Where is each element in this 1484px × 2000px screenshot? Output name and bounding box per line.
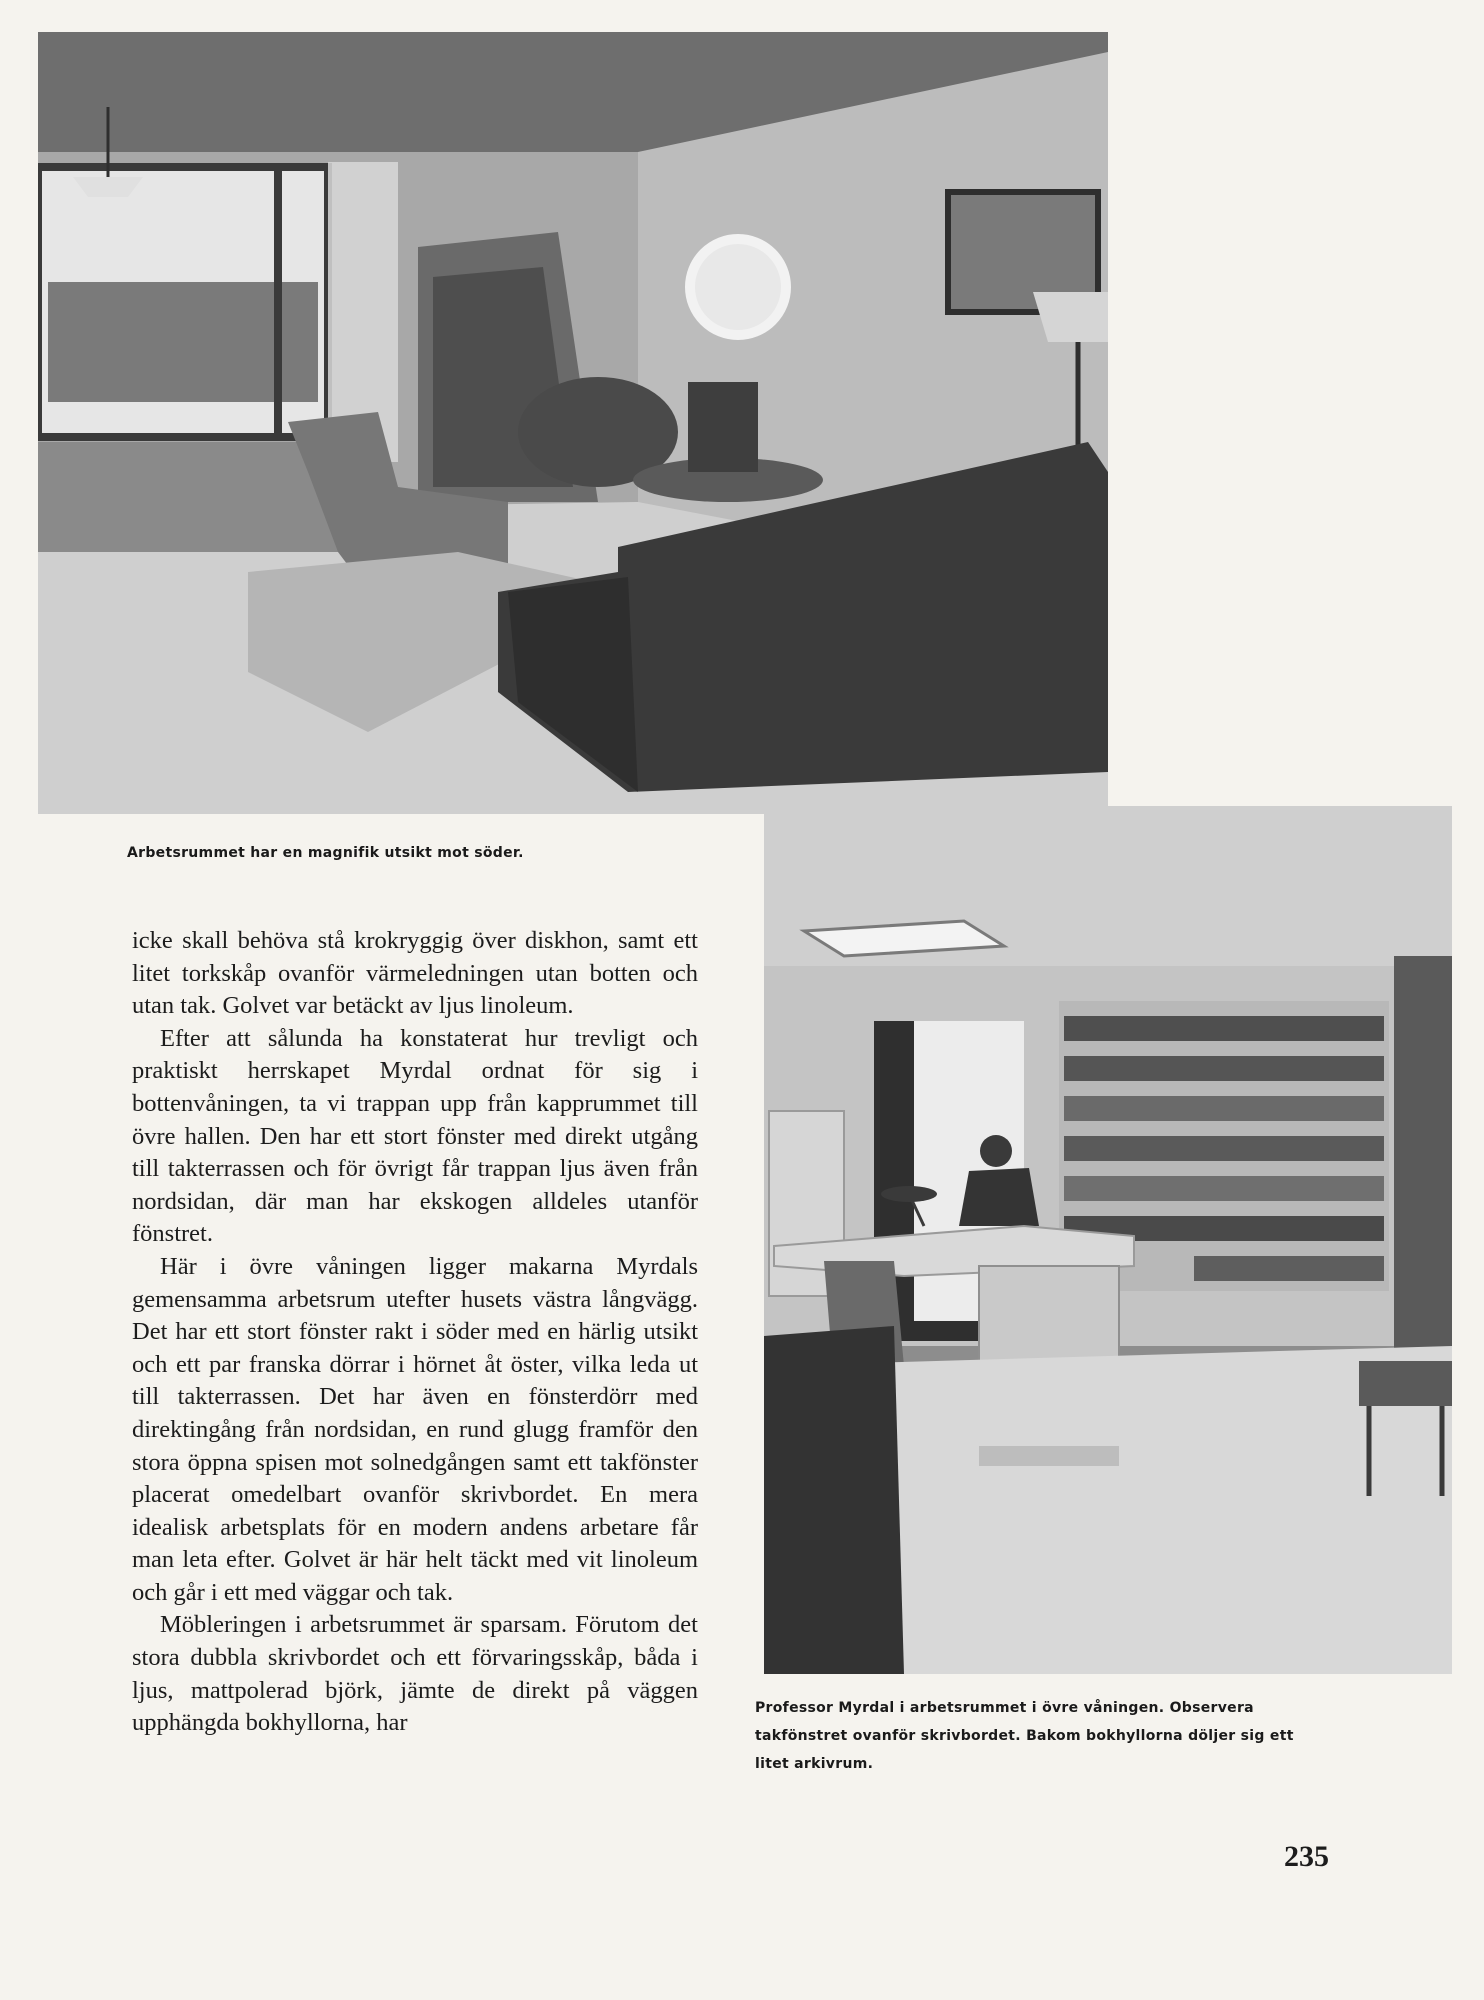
body-paragraph: Efter att sålunda ha konstaterat hur trevligt och praktiskt herrskapet Myrdal ordnat för sig i bottenvåningen, ta vi trappan upp från kapprummet till övre hallen. Den har ett stort fönster med direkt utgång till takterrassen och för övrigt får trappan ljus även från nordsidan, där man har ekskogen alldeles utanför fönstret. — [132, 1024, 698, 1248]
body-paragraph: icke skall behöva stå krokryggig över diskhon, samt ett litet torkskåp ovanför värmeledningen utan botten och utan tak. Golvet var betäckt av ljus linoleum. — [132, 927, 698, 1020]
article-body — [132, 925, 698, 1740]
photo-caption-bottom: Professor Myrdal i arbetsrummet i övre våningen. Observera takfönstret ovanför skrivbordet. Bakom bokhyllorna döljer sig ett litet arkivrum. — [755, 1700, 1294, 1772]
photo-workroom-south-view — [38, 32, 1108, 814]
photo-study-illustration — [764, 806, 1452, 1674]
body-paragraph: Möbleringen i arbetsrummet är sparsam. Förutom det stora dubbla skrivbordet och ett förvaringsskåp, båda i ljus, mattpolerad björk, jämte de direkt på väggen upphängda bokhyllorna, har — [132, 1611, 698, 1737]
photo-study-bookshelves — [764, 806, 1452, 1674]
photo-caption-top: Arbetsrummet har en magnifik utsikt mot söder. — [127, 845, 524, 861]
photo-workroom-illustration — [38, 32, 1108, 814]
page-number: 235 — [1284, 1840, 1329, 1873]
body-paragraph: Här i övre våningen ligger makarna Myrdals gemensamma arbetsrum utefter husets västra långvägg. Det har ett stort fönster rakt i söder med en härlig utsikt och ett par franska dörrar i hörnet åt öster, vilka leda ut till takterrassen. Det har även en fönsterdörr med direktingång från nordsidan, en rund glugg framför den stora öppna spisen mot solnedgången samt ett takfönster placerat omedelbart ovanför skrivbordet. En mera idealisk arbetsplats för en modern andens arbetare får man leta efter. Golvet är här helt täckt med vit linoleum och går i ett med väggar och tak. — [132, 1252, 698, 1606]
